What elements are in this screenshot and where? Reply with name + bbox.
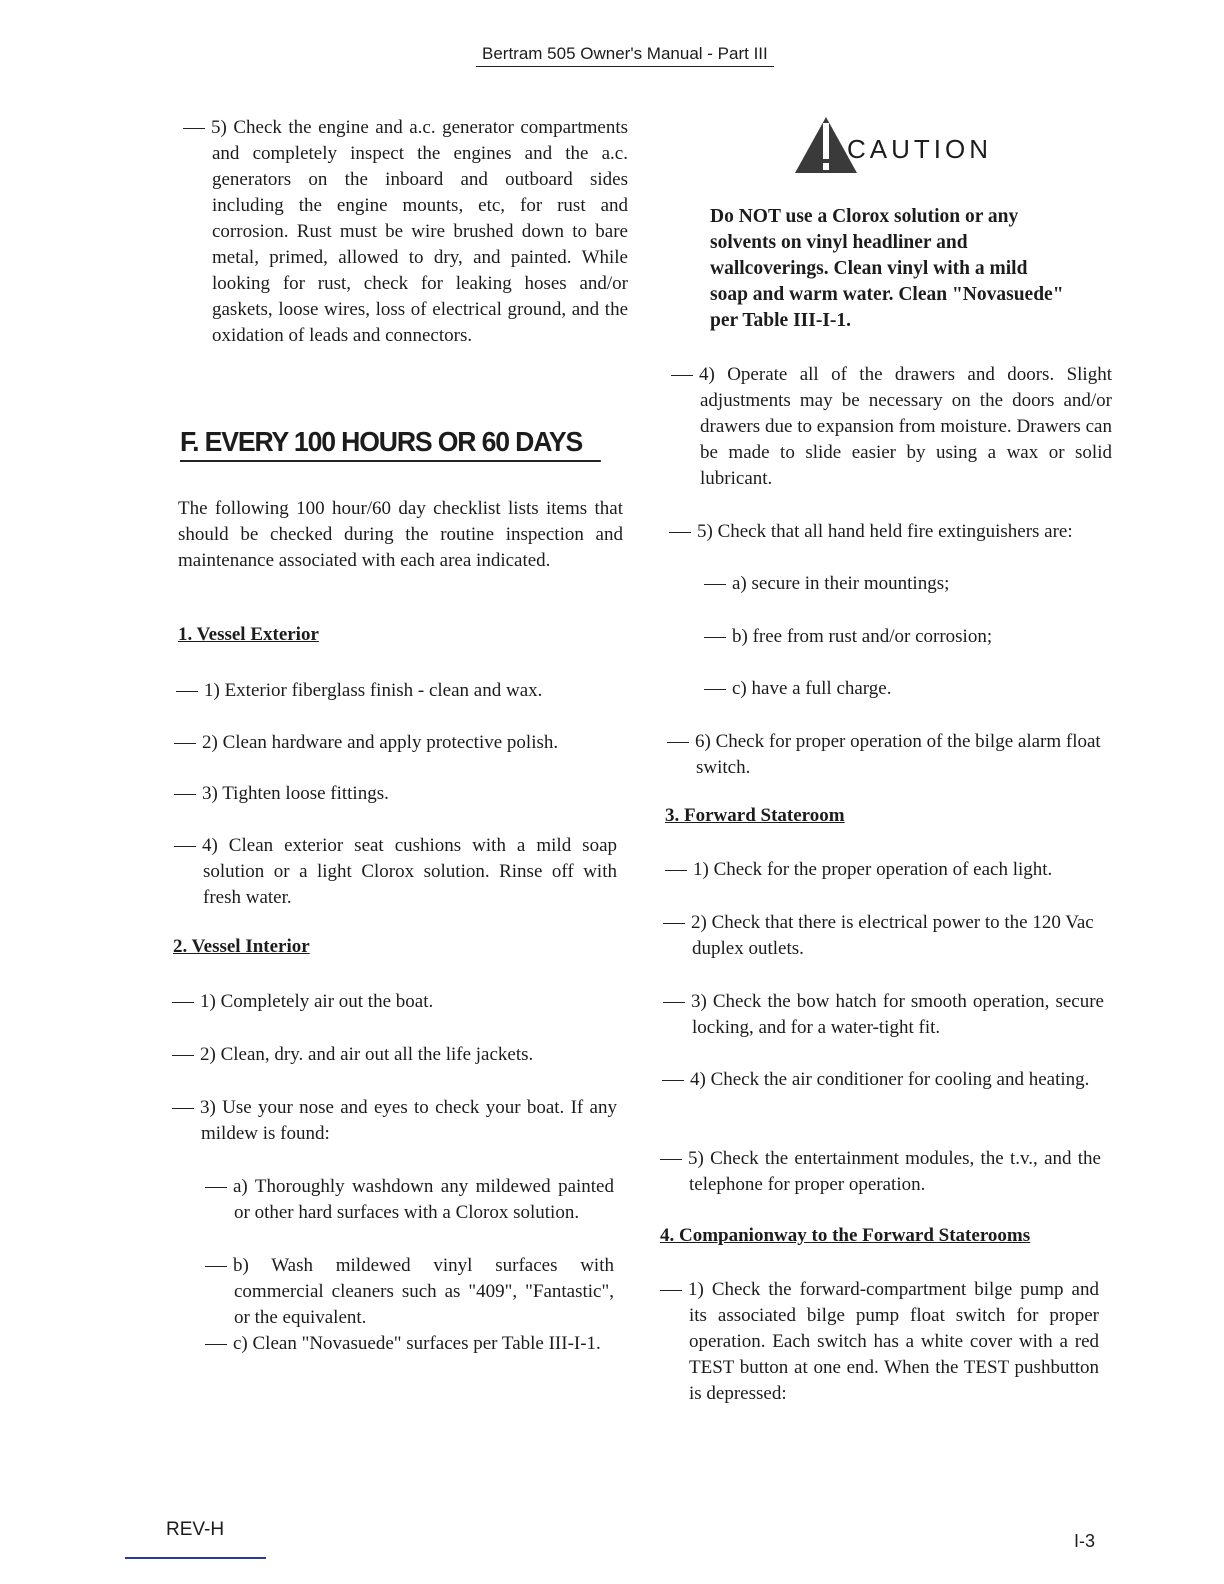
item-text: 1) Check for the proper operation of each light. <box>693 859 1053 880</box>
checklist-item <box>174 781 623 807</box>
checklist-item <box>183 115 628 349</box>
checklist-item <box>176 678 625 704</box>
page-header-title: Bertram 505 Owner's Manual - Part III <box>476 44 774 67</box>
checkbox-blank <box>174 846 196 847</box>
caution-label: CAUTION <box>847 134 992 164</box>
item-text: b) free from rust and/or corrosion; <box>732 626 993 647</box>
item-text: a) Thoroughly washdown any mildewed painted or other hard surfaces with a Clorox solution. <box>233 1176 614 1223</box>
item-text: c) Clean "Novasuede" surfaces per Table III-I-1. <box>233 1333 601 1354</box>
checkbox-blank <box>205 1344 227 1345</box>
caution-banner <box>793 115 992 175</box>
subsection-title-vessel-interior: 2. Vessel Interior <box>173 936 310 957</box>
checkbox-blank <box>704 689 726 690</box>
item-text: 2) Clean hardware and apply protective polish. <box>202 732 559 753</box>
item-text: 2) Clean, dry. and air out all the life jackets. <box>200 1044 534 1065</box>
item-text: 5) Check the engine and a.c. generator compartments and completely inspect the engines and the a.c. generators on the inboard and outboard sides including the engine mounts, etc, for rust and corrosion. Rust must be wire brushed down to bare metal, primed, allowed to dry, and painted. While looking for rust, check for leaking hoses and/or gaskets, loose wires, loss of electrical ground, and the oxidation of leads and connectors. <box>211 117 628 346</box>
checkbox-blank <box>174 794 196 795</box>
checklist-item <box>174 833 617 911</box>
checklist-subitem <box>205 1174 614 1226</box>
checklist-subitem <box>704 676 1113 702</box>
checkbox-blank <box>669 532 691 533</box>
checkbox-blank <box>662 1080 684 1081</box>
item-text: a) secure in their mountings; <box>732 573 950 594</box>
revision-label: REV-H <box>166 1519 225 1540</box>
subsection-title-vessel-exterior: 1. Vessel Exterior <box>178 624 319 645</box>
item-text: c) have a full charge. <box>732 678 892 699</box>
checklist-item <box>172 1095 617 1147</box>
checkbox-blank <box>663 923 685 924</box>
checklist-item <box>663 910 1137 962</box>
checkbox-blank <box>663 1002 685 1003</box>
checkbox-blank <box>665 870 687 871</box>
item-text: 3) Tighten loose fittings. <box>202 783 389 804</box>
checklist-item <box>665 857 1144 883</box>
section-intro: The following 100 hour/60 day checklist lists items that should be checked during the routine inspection and maintenance associated with each area indicated. <box>178 498 623 571</box>
item-text: 2) Check that there is electrical power to the 120 Vac duplex outlets. <box>691 912 1094 959</box>
item-text: 4) Check the air conditioner for cooling and heating. <box>690 1069 1090 1090</box>
item-text: 1) Exterior fiberglass finish - clean and wax. <box>204 680 543 701</box>
checkbox-blank <box>667 742 689 743</box>
checkbox-blank <box>205 1187 227 1188</box>
item-text: 5) Check that all hand held fire extinguishers are: <box>697 521 1073 542</box>
item-text: 4) Clean exterior seat cushions with a mild soap solution or a light Clorox solution. Rinse off with fresh water. <box>202 835 617 908</box>
checklist-item <box>172 989 621 1015</box>
checklist-item <box>662 1067 1103 1093</box>
checklist-item <box>660 1277 1099 1407</box>
checkbox-blank <box>660 1159 682 1160</box>
checklist-subitem <box>704 624 1113 650</box>
checklist-subitem <box>704 571 1113 597</box>
checklist-item <box>660 1146 1101 1198</box>
checklist-subitem <box>205 1253 614 1331</box>
checkbox-blank <box>172 1002 194 1003</box>
footer-divider <box>125 1557 266 1559</box>
checkbox-blank <box>183 128 205 129</box>
checkbox-blank <box>205 1266 227 1267</box>
caution-text: Do NOT use a Clorox solution or any solvents on vinyl headliner and wallcoverings. Clean vinyl with a mild soap and warm water. Clean "Novasuede" per Table III-I-1. <box>710 206 1064 331</box>
item-text: 4) Operate all of the drawers and doors. Slight adjustments may be necessary on the doors and/or drawers due to expansion from moisture. Drawers can be made to slide easier by using a wax or solid lubricant. <box>699 364 1112 489</box>
checkbox-blank <box>671 375 693 376</box>
subsection-title-companionway: 4. Companionway to the Forward Staterooms <box>660 1225 1031 1246</box>
item-text: 3) Check the bow hatch for smooth operation, secure locking, and for a water-tight fit. <box>691 991 1104 1038</box>
page-number: I-3 <box>1074 1531 1096 1551</box>
checklist-item <box>174 730 623 756</box>
checkbox-blank <box>660 1290 682 1291</box>
checkbox-blank <box>174 743 196 744</box>
checklist-item <box>667 729 1116 781</box>
checkbox-blank <box>172 1108 194 1109</box>
checkbox-blank <box>176 691 198 692</box>
section-heading: F. EVERY 100 HOURS OR 60 DAYS <box>180 426 601 462</box>
item-text: 1) Completely air out the boat. <box>200 991 434 1012</box>
item-text: 3) Use your nose and eyes to check your boat. If any mildew is found: <box>200 1097 617 1144</box>
subsection-title-forward-stateroom: 3. Forward Stateroom <box>665 805 845 826</box>
item-text: 6) Check for proper operation of the bilge alarm float switch. <box>695 731 1101 778</box>
item-text: 1) Check the forward-compartment bilge pump and its associated bilge pump float switch for proper operation. Each switch has a white cover with a red TEST button at one end. When the TEST pushbutton is depressed: <box>688 1279 1099 1404</box>
checklist-item <box>172 1042 621 1068</box>
checkbox-blank <box>172 1055 194 1056</box>
checklist-item <box>671 362 1112 492</box>
checkbox-blank <box>704 584 726 585</box>
checkbox-blank <box>704 637 726 638</box>
checklist-subitem <box>205 1331 614 1357</box>
checklist-item <box>663 989 1104 1041</box>
item-text: b) Wash mildewed vinyl surfaces with commercial cleaners such as "409", "Fantastic", or the equivalent. <box>233 1255 614 1328</box>
item-text: 5) Check the entertainment modules, the t.v., and the telephone for proper operation. <box>688 1148 1101 1195</box>
checklist-item <box>669 519 1148 545</box>
